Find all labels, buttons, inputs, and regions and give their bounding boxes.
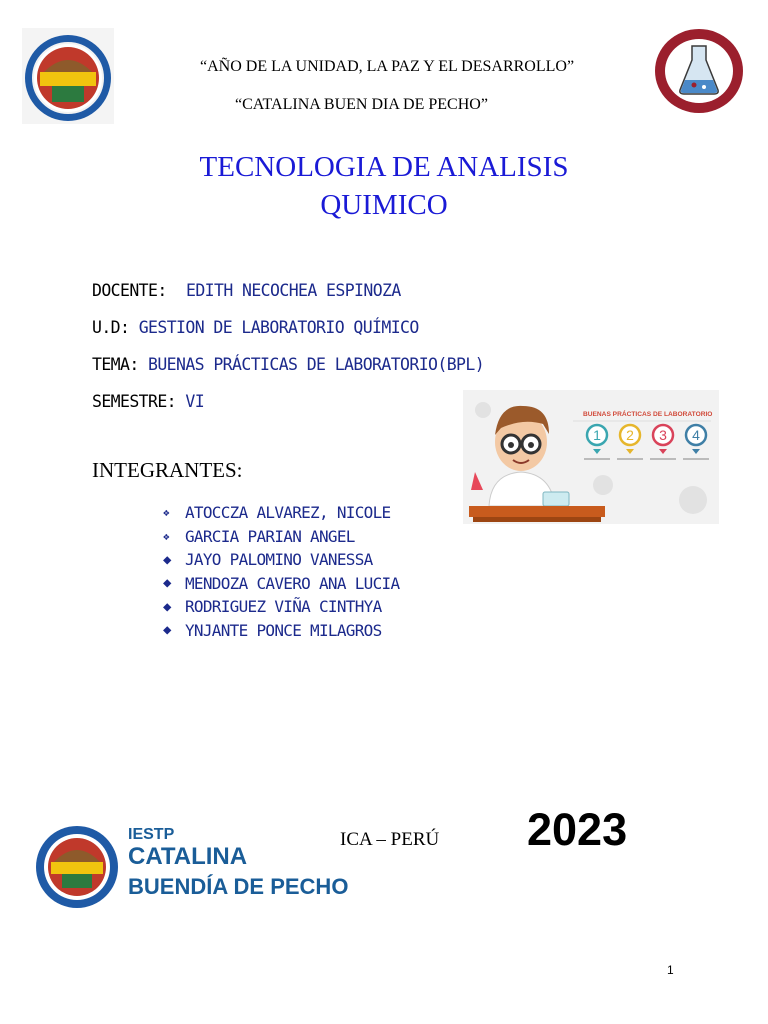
diamond-bullet-icon: ❖	[163, 529, 169, 543]
brand-buendia: BUENDÍA DE PECHO	[128, 874, 349, 899]
brand-catalina: CATALINA	[128, 843, 248, 870]
docente-value: EDITH NECOCHEA ESPINOZA	[186, 281, 401, 300]
tema-label: TEMA:	[92, 355, 139, 374]
title-line-2: QUIMICO	[320, 189, 448, 221]
step-caption-line	[617, 458, 643, 460]
city-country: ICA – PERÚ	[340, 829, 440, 850]
ud-row	[92, 318, 419, 337]
step-number: 4	[692, 427, 700, 443]
institute-motto: “CATALINA BUEN DIA DE PECHO”	[235, 96, 488, 113]
list-item: ◆ JAYO PALOMINO VANESSA	[163, 550, 373, 570]
integrantes-heading: INTEGRANTES:	[92, 458, 243, 482]
step-caption-line	[683, 458, 709, 460]
step-number: 3	[659, 427, 667, 443]
list-item: ❖ ATOCCZA ALVAREZ, NICOLE	[163, 503, 391, 523]
brand-iestp: IESTP	[128, 826, 175, 843]
diamond-bullet-icon: ❖	[163, 506, 169, 520]
step-caption-line	[584, 458, 610, 460]
list-item: ◆ MENDOZA CAVERO ANA LUCIA	[163, 573, 400, 593]
document-title	[0, 148, 768, 224]
ud-label: U.D:	[92, 318, 130, 337]
year-motto: “AÑO DE LA UNIDAD, LA PAZ Y EL DESARROLLO”	[200, 58, 575, 75]
tema-row	[92, 355, 484, 374]
ud-value: GESTION DE LABORATORIO QUÍMICO	[138, 318, 419, 337]
semestre-row	[92, 392, 204, 411]
step-number: 1	[593, 427, 601, 443]
year: 2023	[527, 804, 628, 855]
title-line-1: TECNOLOGIA DE ANALISIS	[199, 151, 569, 183]
diamond-bullet-icon: ◆	[163, 622, 171, 639]
diamond-bullet-icon: ◆	[163, 598, 171, 615]
page-number: 1	[667, 963, 674, 977]
illustration-banner-text: BUENAS PRÁCTICAS DE LABORATORIO	[583, 411, 713, 418]
list-item: ❖ GARCIA PARIAN ANGEL	[163, 526, 355, 546]
list-item: ◆ RODRIGUEZ VIÑA CINTHYA	[163, 597, 382, 617]
docente-row	[92, 281, 401, 300]
semestre-value: VI	[185, 392, 205, 411]
step-number: 2	[626, 427, 634, 443]
lab-practices-illustration	[463, 390, 719, 524]
semestre-label: SEMESTRE:	[92, 392, 177, 411]
institute-logo-footer	[32, 824, 122, 910]
institute-seal-top	[22, 28, 114, 124]
diamond-bullet-icon: ◆	[163, 551, 171, 568]
docente-label: DOCENTE:	[92, 281, 167, 300]
chemistry-seal-top	[654, 28, 744, 114]
list-item: ◆ YNJANTE PONCE MILAGROS	[163, 620, 382, 640]
tema-value: BUENAS PRÁCTICAS DE LABORATORIO(BPL)	[148, 355, 485, 374]
members-list	[163, 501, 399, 642]
diamond-bullet-icon: ◆	[163, 575, 171, 592]
step-caption-line	[650, 458, 676, 460]
